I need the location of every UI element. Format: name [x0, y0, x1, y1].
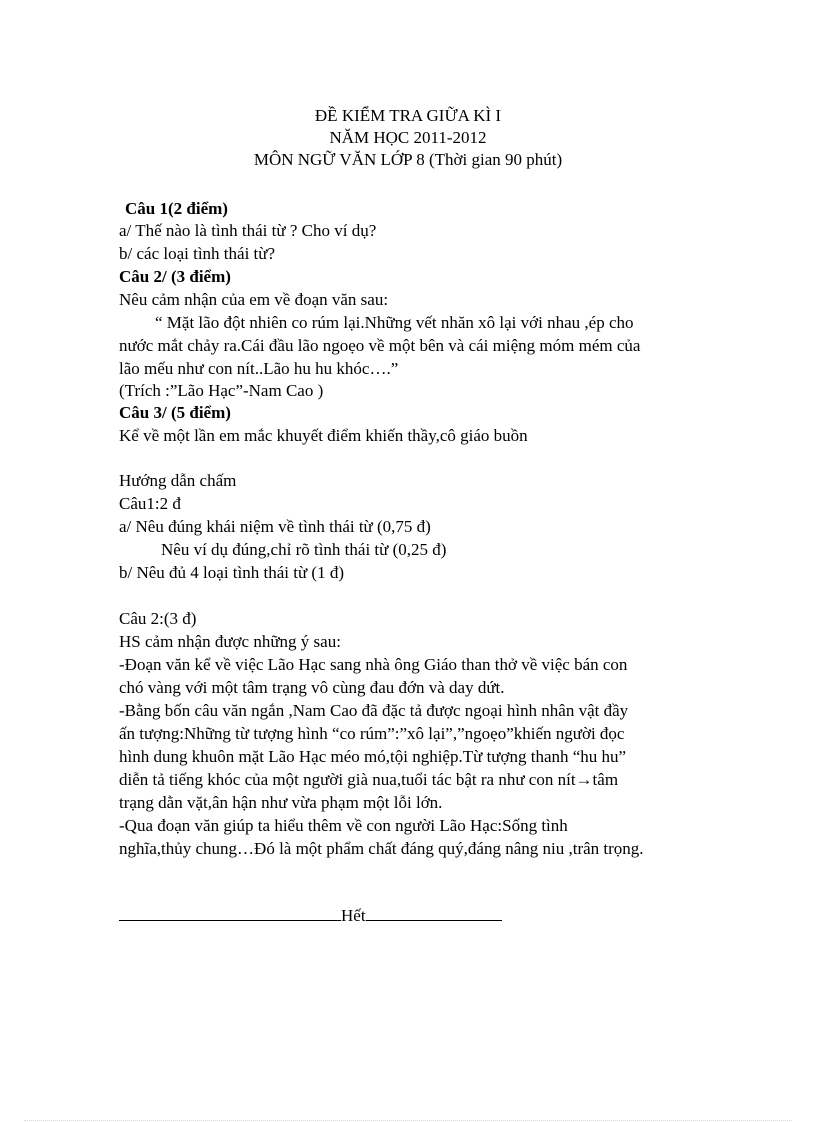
- page-bottom-border: [24, 1120, 792, 1121]
- end-marker: [119, 904, 502, 927]
- grading-q1-label: Câu1:2 đ: [119, 494, 181, 513]
- grading-q2-line-9: nghĩa,thủy chung…Đó là một phẩm chất đáng quý,đáng nâng niu ,trân trọng.: [119, 839, 644, 858]
- grading-q2-line-3: -Bằng bốn câu văn ngắn ,Nam Cao đã đặc tả được ngoại hình nhân vật đầy: [119, 701, 629, 720]
- grading-q2-line-4: ấn tượng:Những từ tượng hình “co rúm”:”xô lại”,”ngoẹo”khiến người đọc: [119, 724, 625, 743]
- grading-q2-line-7: trạng dằn vặt,ân hận như vừa phạm một lỗi lớn.: [119, 793, 443, 812]
- grading-q1-b: b/ Nêu đủ 4 loại tình thái từ (1 đ): [119, 563, 344, 582]
- exam-title: ĐỀ KIỂM TRA GIỮA KÌ I: [314, 106, 502, 125]
- grading-q2-line-6-text: diễn tả tiếng khóc của một người già nua,tuổi tác bật ra như con nít: [119, 770, 576, 789]
- grading-q2-label: Câu 2:(3 đ): [119, 609, 197, 628]
- grading-heading: Hướng dẫn chấm: [119, 471, 237, 490]
- grading-q2-line-2: chó vàng với một tâm trạng vô cùng đau đớn và day dứt.: [119, 678, 505, 697]
- subject-line: MÔN NGỮ VĂN LỚP 8 (Thời gian 90 phút): [253, 150, 563, 169]
- question-1a: a/ Thế nào là tình thái từ ? Cho ví dụ?: [119, 221, 377, 240]
- end-rule-left: [119, 904, 341, 921]
- grading-q2-line-8: -Qua đoạn văn giúp ta hiểu thêm về con người Lão Hạc:Sống tình: [119, 816, 568, 835]
- grading-q2-line-1: -Đoạn văn kể về việc Lão Hạc sang nhà ông Giáo than thở về việc bán con: [119, 655, 628, 674]
- grading-q2-line-5: hình dung khuôn mặt Lão Hạc méo mó,tội nghiệp.Từ tượng thanh “hu hu”: [119, 747, 627, 766]
- question-2-heading: Câu 2/ (3 điểm): [119, 267, 231, 286]
- question-3-prompt: Kể về một lần em mắc khuyết điểm khiến thầy,cô giáo buồn: [119, 426, 528, 445]
- grading-q2-line-6-end: tâm: [592, 770, 619, 789]
- end-text: Hết: [341, 906, 366, 925]
- grading-q2-intro: HS cảm nhận được những ý sau:: [119, 632, 341, 651]
- question-1-heading: Câu 1(2 điểm): [125, 199, 228, 218]
- question-1b: b/ các loại tình thái từ?: [119, 244, 276, 263]
- school-year: NĂM HỌC 2011-2012: [329, 128, 487, 147]
- end-rule-right: [366, 904, 502, 921]
- question-2-quote-line-3: lão mếu như con nít..Lão hu hu khóc….”: [119, 359, 399, 378]
- right-arrow-icon: →: [575, 770, 593, 789]
- question-3-heading: Câu 3/ (5 điểm): [119, 403, 231, 422]
- grading-q1-a-example: Nêu ví dụ đúng,chỉ rõ tình thái từ (0,25 đ): [161, 540, 447, 559]
- grading-q1-a: a/ Nêu đúng khái niệm về tình thái từ (0,75 đ): [119, 517, 431, 536]
- question-2-quote-line-1: “ Mặt lão đột nhiên co rúm lại.Những vết nhăn xô lại với nhau ,ép cho: [155, 313, 634, 332]
- question-2-prompt: Nêu cảm nhận của em về đoạn văn sau:: [119, 290, 389, 309]
- question-2-quote-line-2: nước mắt chảy ra.Cái đầu lão ngoẹo về một bên và cái miệng móm mém của: [119, 336, 641, 355]
- question-2-source: (Trích :”Lão Hạc”-Nam Cao ): [119, 381, 324, 400]
- grading-q2-line-6: [119, 769, 618, 791]
